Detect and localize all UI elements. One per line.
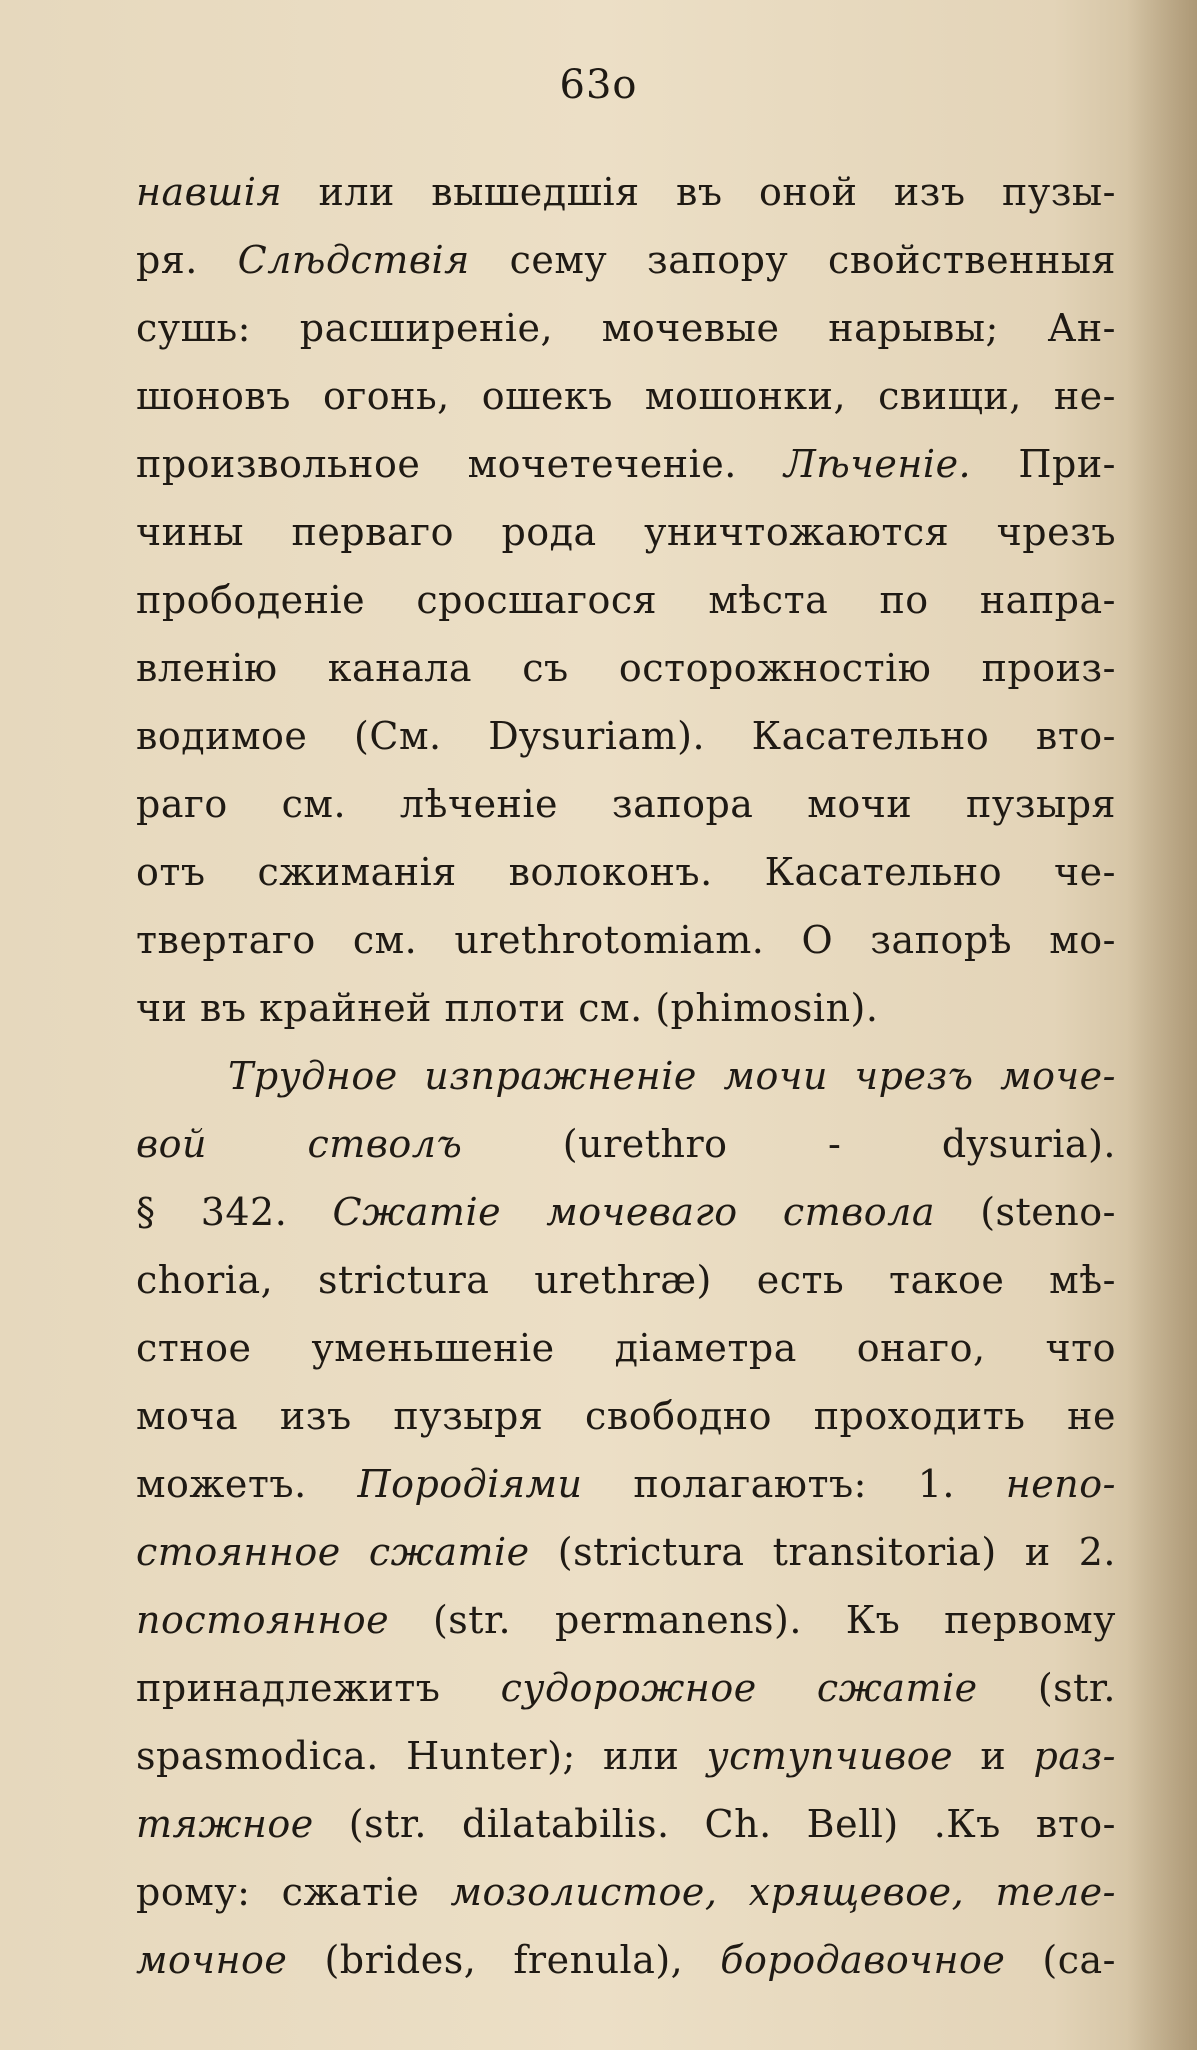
text-line: [136, 1586, 1116, 1654]
italic-text-span: судорожное сжатіе: [500, 1666, 978, 1710]
text-span: сушь: расширеніе, мочевые нарывы; Ан-: [136, 306, 1116, 350]
text-line: [136, 1518, 1116, 1586]
text-span: чи въ крайней плоти см. (phimosin).: [136, 986, 879, 1030]
text-line: [136, 1178, 1116, 1246]
text-span: раго см. лѣченіе запора мочи пузыря: [136, 782, 1116, 826]
text-line: [136, 226, 1116, 294]
body-text: [136, 158, 1116, 1994]
italic-text-span: непо-: [1005, 1462, 1116, 1506]
text-span: твертаго см. urethrotomiam. О запорѣ мо-: [136, 918, 1116, 962]
text-span: принадлежитъ: [136, 1666, 501, 1710]
text-line: [136, 1722, 1116, 1790]
italic-text-span: вой стволъ: [136, 1122, 463, 1166]
text-span: сему запору свойственныя: [469, 238, 1116, 282]
text-line: [136, 974, 1116, 1042]
italic-text-span: Сжатіе мочеваго ствола: [332, 1190, 936, 1234]
italic-text-span: мочное: [136, 1938, 288, 1982]
page-edge-shadow: [1127, 0, 1197, 2050]
text-line: [136, 838, 1116, 906]
text-span: или вышедшія въ оной изъ пузы-: [282, 170, 1116, 214]
italic-text-span: Слѣдствія: [237, 238, 470, 282]
italic-text-span: бородавочное: [720, 1938, 1006, 1982]
text-line: [136, 770, 1116, 838]
text-line: [136, 1314, 1116, 1382]
text-span: прободеніе сросшагося мѣста по напра-: [136, 578, 1116, 622]
italic-text-span: Породіями: [357, 1462, 583, 1506]
text-line: [136, 1858, 1116, 1926]
text-line: [136, 1790, 1116, 1858]
text-line: [136, 1382, 1116, 1450]
text-span: spasmodica. Hunter); или: [136, 1734, 707, 1778]
text-line: [136, 634, 1116, 702]
text-span: и: [953, 1734, 1034, 1778]
text-span: полагаютъ: 1.: [582, 1462, 1006, 1506]
text-span: (са-: [1005, 1938, 1116, 1982]
text-span: отъ сжиманія волоконъ. Касательно че-: [136, 850, 1116, 894]
text-span: моча изъ пузыря свободно проходить не: [136, 1394, 1116, 1438]
text-span: вленію канала съ осторожностію произ-: [136, 646, 1116, 690]
text-span: (brides, frenula),: [287, 1938, 721, 1982]
text-span: (urethro - dysuria).: [462, 1122, 1116, 1166]
italic-text-span: Трудное изпражненіе мочи чрезъ моче-: [228, 1054, 1116, 1098]
text-line: [136, 1450, 1116, 1518]
text-span: При-: [971, 442, 1116, 486]
page-number: 63о: [559, 62, 638, 108]
text-line: [136, 1654, 1116, 1722]
italic-text-span: тяжное: [136, 1802, 314, 1846]
text-span: (str. dilatabilis. Ch. Bell) .Къ вто-: [313, 1802, 1116, 1846]
text-span: водимое (См. Dysuriam). Касательно вто-: [136, 714, 1116, 758]
text-span: стное уменьшеніе діаметра онаго, что: [136, 1326, 1116, 1370]
italic-text-span: навшія: [136, 170, 283, 214]
text-span: choria, strictura urethræ) есть такое мѣ-: [136, 1258, 1116, 1302]
text-span: рому: сжатіе: [136, 1870, 451, 1914]
text-line: [136, 906, 1116, 974]
text-span: произвольное мочетеченіе.: [136, 442, 785, 486]
text-span: (str.: [977, 1666, 1116, 1710]
italic-text-span: Лѣченіе.: [784, 442, 972, 486]
text-span: (str. permanens). Къ первому: [389, 1598, 1116, 1642]
text-line: [136, 430, 1116, 498]
text-line: [136, 702, 1116, 770]
text-line: [136, 1110, 1116, 1178]
italic-text-span: уступчивое: [706, 1734, 954, 1778]
text-span: ря.: [136, 238, 238, 282]
text-line: [136, 1926, 1116, 1994]
text-span: § 342.: [136, 1190, 333, 1234]
italic-text-span: стоянное сжатіе: [136, 1530, 530, 1574]
text-line: [136, 498, 1116, 566]
text-line: [136, 158, 1116, 226]
text-line: [136, 1246, 1116, 1314]
text-span: шоновъ огонь, ошекъ мошонки, свищи, не-: [136, 374, 1116, 418]
text-line: [136, 566, 1116, 634]
italic-text-span: мозолистое, хрящевое, теле-: [450, 1870, 1116, 1914]
text-span: (strictura transitoria) и 2.: [529, 1530, 1116, 1574]
italic-text-span: постоянное: [136, 1598, 390, 1642]
text-line: [136, 362, 1116, 430]
text-line: [136, 1042, 1116, 1110]
text-span: (steno-: [935, 1190, 1116, 1234]
text-span: чины перваго рода уничтожаются чрезъ: [136, 510, 1116, 554]
text-line: [136, 294, 1116, 362]
text-span: можетъ.: [136, 1462, 358, 1506]
italic-text-span: раз-: [1033, 1734, 1116, 1778]
